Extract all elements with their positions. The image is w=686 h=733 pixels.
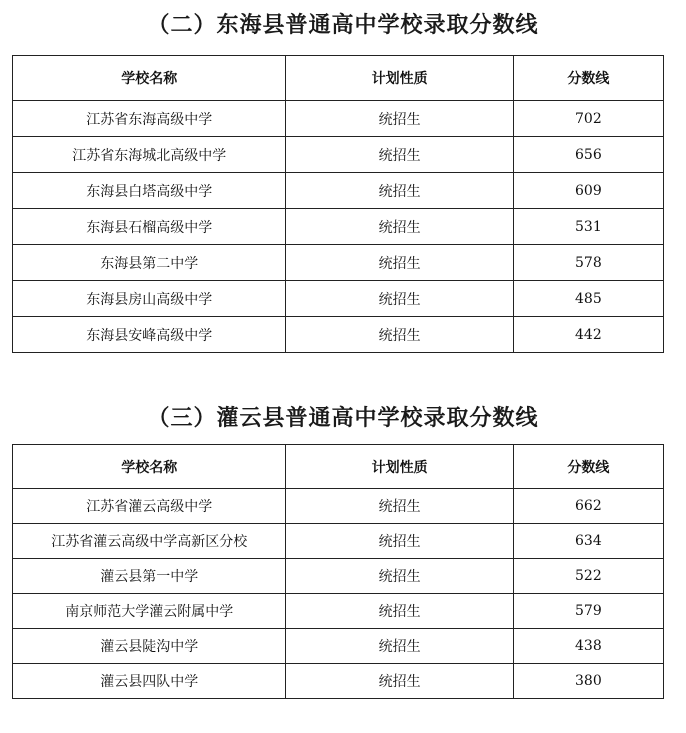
- table-row: [13, 489, 664, 524]
- score-cell: 702: [513, 101, 663, 137]
- school-name-cell: 灌云县陡沟中学: [13, 629, 286, 664]
- table-row: [13, 317, 664, 353]
- school-name-cell: 江苏省灌云高级中学高新区分校: [13, 524, 286, 559]
- table-row: [13, 524, 664, 559]
- table-row: [13, 559, 664, 594]
- score-cell: 531: [513, 209, 663, 245]
- school-name-cell: 东海县第二中学: [13, 245, 286, 281]
- donghai-score-table: [12, 55, 664, 353]
- score-cell: 634: [513, 524, 663, 559]
- school-name-cell: 东海县房山高级中学: [13, 281, 286, 317]
- plan-type-cell: 统招生: [286, 173, 513, 209]
- school-name-cell: 灌云县四队中学: [13, 664, 286, 699]
- plan-type-cell: 统招生: [286, 629, 513, 664]
- school-name-cell: 东海县石榴高级中学: [13, 209, 286, 245]
- header-score-line: 分数线: [513, 445, 663, 489]
- plan-type-cell: 统招生: [286, 594, 513, 629]
- plan-type-cell: 统招生: [286, 559, 513, 594]
- header-school-name: 学校名称: [13, 445, 286, 489]
- plan-type-cell: 统招生: [286, 137, 513, 173]
- plan-type-cell: 统招生: [286, 317, 513, 353]
- section-title-donghai: （二）东海县普通高中学校录取分数线: [147, 13, 539, 38]
- plan-type-cell: 统招生: [286, 524, 513, 559]
- school-name-cell: 东海县白塔高级中学: [13, 173, 286, 209]
- score-cell: 578: [513, 245, 663, 281]
- score-cell: 662: [513, 489, 663, 524]
- plan-type-cell: 统招生: [286, 489, 513, 524]
- table-row: [13, 594, 664, 629]
- table-row: [13, 173, 664, 209]
- score-cell: 579: [513, 594, 663, 629]
- school-name-cell: 江苏省灌云高级中学: [13, 489, 286, 524]
- table-row: [13, 281, 664, 317]
- guanyun-score-table: [12, 444, 664, 699]
- table-row: [13, 664, 664, 699]
- score-cell: 522: [513, 559, 663, 594]
- table-row: [13, 137, 664, 173]
- plan-type-cell: 统招生: [286, 664, 513, 699]
- score-cell: 442: [513, 317, 663, 353]
- school-name-cell: 江苏省东海高级中学: [13, 101, 286, 137]
- section-title-guanyun: （三）灌云县普通高中学校录取分数线: [147, 406, 539, 431]
- table-row: [13, 209, 664, 245]
- plan-type-cell: 统招生: [286, 281, 513, 317]
- score-cell: 438: [513, 629, 663, 664]
- table-row: [13, 629, 664, 664]
- school-name-cell: 南京师范大学灌云附属中学: [13, 594, 286, 629]
- school-name-cell: 灌云县第一中学: [13, 559, 286, 594]
- school-name-cell: 江苏省东海城北高级中学: [13, 137, 286, 173]
- plan-type-cell: 统招生: [286, 209, 513, 245]
- header-school-name: 学校名称: [13, 56, 286, 101]
- score-cell: 485: [513, 281, 663, 317]
- school-name-cell: 东海县安峰高级中学: [13, 317, 286, 353]
- table-header-row: [13, 445, 664, 489]
- header-plan-type: 计划性质: [286, 445, 513, 489]
- plan-type-cell: 统招生: [286, 101, 513, 137]
- header-score-line: 分数线: [513, 56, 663, 101]
- score-cell: 656: [513, 137, 663, 173]
- table-header-row: [13, 56, 664, 101]
- header-plan-type: 计划性质: [286, 56, 513, 101]
- score-cell: 609: [513, 173, 663, 209]
- score-cell: 380: [513, 664, 663, 699]
- table-row: [13, 101, 664, 137]
- table-row: [13, 245, 664, 281]
- plan-type-cell: 统招生: [286, 245, 513, 281]
